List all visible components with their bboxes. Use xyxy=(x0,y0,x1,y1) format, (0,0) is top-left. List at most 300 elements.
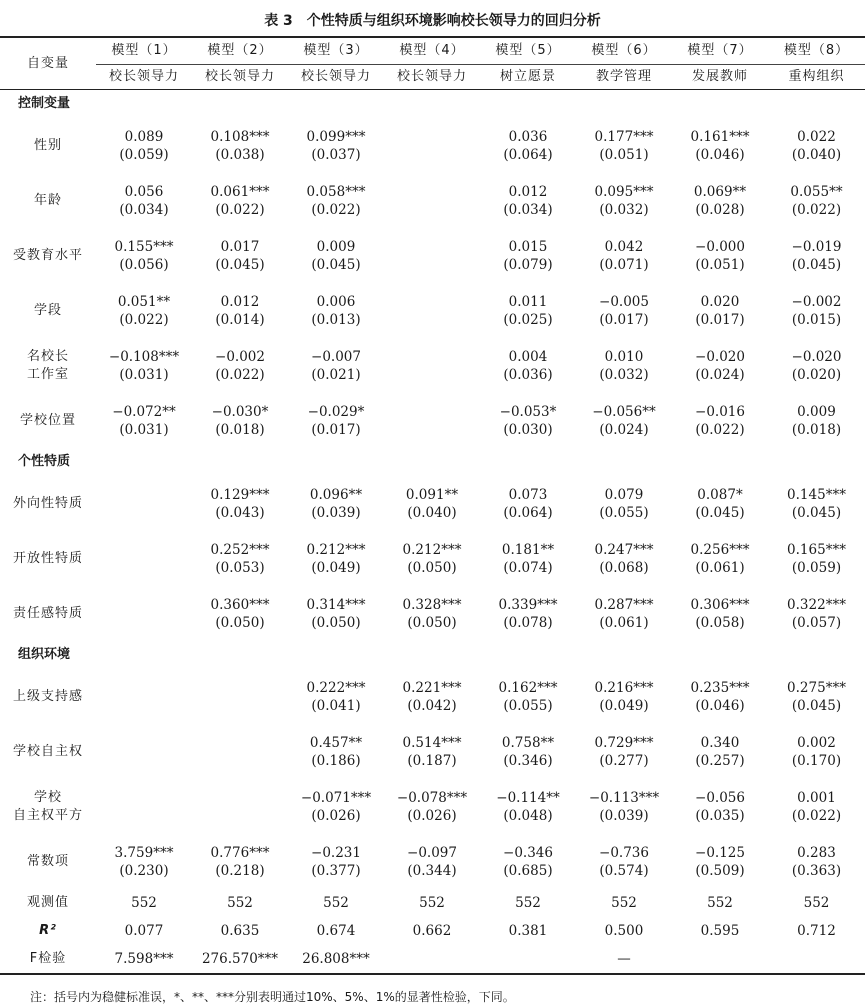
model-header: 模型（2） xyxy=(192,37,288,65)
coefficient-cell xyxy=(384,669,480,724)
coefficient-cell xyxy=(480,118,576,173)
coefficient: 0.247*** xyxy=(594,541,654,558)
standard-error: (0.045) xyxy=(215,256,265,273)
coefficient: 0.002 xyxy=(797,734,836,751)
coefficient-cell xyxy=(480,283,576,338)
coefficient: 0.758** xyxy=(501,734,555,751)
coefficient-cell xyxy=(768,834,865,889)
dependent-variable-header: 教学管理 xyxy=(576,65,672,90)
coefficient: 0.051** xyxy=(117,293,171,310)
coefficient-cell xyxy=(576,531,672,586)
coefficient-cell xyxy=(384,228,480,283)
section-label: 控制变量 xyxy=(18,96,71,111)
coefficient-cell xyxy=(576,338,672,393)
coefficient: −0.002 xyxy=(215,348,265,365)
standard-error: (0.685) xyxy=(503,862,553,879)
standard-error: (0.050) xyxy=(215,614,265,631)
coefficient: −0.029* xyxy=(307,403,365,420)
standard-error: (0.046) xyxy=(695,146,745,163)
coefficient-cell xyxy=(576,118,672,173)
coefficient-cell xyxy=(672,173,768,228)
coefficient: 0.212*** xyxy=(402,541,462,558)
coefficient-cell xyxy=(672,118,768,173)
standard-error: (0.013) xyxy=(311,311,361,328)
table-row xyxy=(0,586,865,641)
standard-error: (0.079) xyxy=(503,256,553,273)
coefficient-cell xyxy=(672,283,768,338)
coefficient: −0.005 xyxy=(599,293,649,310)
coefficient-cell xyxy=(672,393,768,448)
coefficient-cell xyxy=(96,393,192,448)
standard-error: (0.051) xyxy=(599,146,649,163)
coefficient-cell xyxy=(192,724,288,779)
coefficient-cell xyxy=(192,338,288,393)
coefficient: −0.231 xyxy=(311,844,361,861)
coefficient: 0.181** xyxy=(501,541,555,558)
table-title: 表 3 个性特质与组织环境影响校长领导力的回归分析 xyxy=(264,13,601,29)
standard-error: (0.218) xyxy=(215,862,265,879)
coefficient-cell xyxy=(192,779,288,834)
coefficient: 0.222*** xyxy=(306,679,366,696)
coefficient-cell xyxy=(384,724,480,779)
coefficient: 0.235*** xyxy=(690,679,750,696)
coefficient-cell xyxy=(192,173,288,228)
coefficient-cell xyxy=(672,669,768,724)
variable-name: 常数项 xyxy=(26,853,69,869)
coefficient: −0.346 xyxy=(503,844,553,861)
coefficient-cell xyxy=(96,173,192,228)
coefficient: 0.009 xyxy=(316,238,356,255)
standard-error: (0.018) xyxy=(215,421,265,438)
table-row xyxy=(0,834,865,889)
coefficient: 0.145*** xyxy=(787,486,846,503)
coefficient: 0.314*** xyxy=(306,596,366,613)
standard-error: (0.045) xyxy=(791,697,842,714)
standard-error: (0.059) xyxy=(791,559,842,576)
coefficient: 0.729*** xyxy=(594,734,654,751)
coefficient-cell xyxy=(768,724,865,779)
model-header: 模型（3） xyxy=(288,37,384,65)
standard-error: (0.022) xyxy=(215,366,265,383)
coefficient-cell xyxy=(384,173,480,228)
standard-error: (0.032) xyxy=(599,201,649,218)
coefficient-cell xyxy=(576,834,672,889)
coefficient-cell xyxy=(672,228,768,283)
coefficient-cell xyxy=(768,476,865,531)
standard-error: (0.187) xyxy=(407,752,457,769)
header-row-dependents xyxy=(0,65,865,90)
table-row xyxy=(0,173,865,228)
coefficient-cell xyxy=(672,586,768,641)
standard-error: (0.045) xyxy=(695,504,745,521)
coefficient-cell xyxy=(96,779,192,834)
coefficient-cell xyxy=(96,228,192,283)
standard-error: (0.058) xyxy=(695,614,745,631)
coefficient: 0.004 xyxy=(508,348,548,365)
table-row xyxy=(0,393,865,448)
coefficient: 0.089 xyxy=(124,128,164,145)
coefficient: 0.457** xyxy=(309,734,363,751)
variable-name: 开放性特质 xyxy=(12,550,83,566)
stat-value: 552 xyxy=(803,895,830,911)
stat-value: 552 xyxy=(611,895,637,911)
standard-error: (0.022) xyxy=(695,421,745,438)
section-row xyxy=(0,641,865,669)
coefficient-cell xyxy=(480,586,576,641)
variable-name: 受教育水平 xyxy=(12,247,83,263)
standard-error: (0.036) xyxy=(503,366,553,383)
coefficient: −0.114** xyxy=(496,789,560,806)
dependent-variable-header: 校长领导力 xyxy=(192,65,288,90)
variable-name: 责任感特质 xyxy=(12,605,83,621)
coefficient-cell xyxy=(96,531,192,586)
standard-error: (0.017) xyxy=(311,421,361,438)
coefficient-cell xyxy=(576,283,672,338)
coefficient-cell xyxy=(384,476,480,531)
coefficient: −0.020 xyxy=(695,348,745,365)
standard-error: (0.049) xyxy=(599,697,649,714)
coefficient-cell xyxy=(672,779,768,834)
coefficient-cell xyxy=(480,173,576,228)
coefficient-cell xyxy=(480,228,576,283)
independent-variable-header: 自变量 xyxy=(0,37,96,90)
variable-name: 名校长 工作室 xyxy=(26,348,69,382)
model-header: 模型（1） xyxy=(96,37,192,65)
standard-error: (0.022) xyxy=(791,807,842,824)
variable-name: 学段 xyxy=(33,302,62,318)
coefficient-cell xyxy=(192,586,288,641)
standard-error: (0.051) xyxy=(695,256,745,273)
coefficient: 0.087* xyxy=(697,486,743,503)
coefficient: 0.216*** xyxy=(594,679,654,696)
coefficient-cell xyxy=(768,338,865,393)
standard-error: (0.045) xyxy=(791,504,842,521)
standard-error: (0.053) xyxy=(215,559,265,576)
standard-error: (0.039) xyxy=(599,807,649,824)
stat-value: 552 xyxy=(707,895,733,911)
standard-error: (0.078) xyxy=(503,614,553,631)
stat-value: 0.712 xyxy=(797,923,836,939)
coefficient: 0.006 xyxy=(316,293,356,310)
variable-name: 学校位置 xyxy=(19,412,76,428)
stat-value: 552 xyxy=(419,895,445,911)
coefficient: 0.069** xyxy=(693,183,747,200)
coefficient-cell xyxy=(480,779,576,834)
standard-error: (0.034) xyxy=(503,201,553,218)
coefficient: 0.001 xyxy=(797,789,836,806)
coefficient-cell xyxy=(96,283,192,338)
coefficient: 0.340 xyxy=(700,734,740,751)
coefficient: −0.053* xyxy=(499,403,557,420)
coefficient-cell xyxy=(768,586,865,641)
coefficient-cell xyxy=(768,669,865,724)
coefficient: 0.155*** xyxy=(114,238,174,255)
standard-error: (0.057) xyxy=(791,614,842,631)
coefficient: 0.036 xyxy=(508,128,548,145)
coefficient-cell xyxy=(384,338,480,393)
coefficient: 0.096** xyxy=(309,486,363,503)
stat-row xyxy=(0,917,865,945)
coefficient-cell xyxy=(288,834,384,889)
coefficient-cell xyxy=(192,393,288,448)
coefficient-cell xyxy=(384,393,480,448)
coefficient-cell xyxy=(576,724,672,779)
coefficient-cell xyxy=(384,531,480,586)
standard-error: (0.064) xyxy=(503,146,553,163)
coefficient: 0.212*** xyxy=(306,541,366,558)
coefficient: 0.073 xyxy=(508,486,548,503)
table-row xyxy=(0,283,865,338)
coefficient: 0.275*** xyxy=(787,679,846,696)
coefficient: 0.162*** xyxy=(498,679,558,696)
coefficient-cell xyxy=(672,476,768,531)
coefficient: 0.339*** xyxy=(498,596,558,613)
standard-error: (0.257) xyxy=(695,752,745,769)
stat-row xyxy=(0,889,865,917)
model-header: 模型（7） xyxy=(672,37,768,65)
coefficient: 0.022 xyxy=(797,128,836,145)
stat-value: 552 xyxy=(323,895,349,911)
table-row xyxy=(0,779,865,834)
coefficient: −0.020 xyxy=(791,348,842,365)
coefficient: 0.161*** xyxy=(690,128,750,145)
coefficient-cell xyxy=(288,338,384,393)
stat-value: 552 xyxy=(515,895,541,911)
coefficient: 0.056 xyxy=(124,183,164,200)
stat-value: — xyxy=(576,945,672,974)
standard-error: (0.032) xyxy=(599,366,649,383)
dependent-variable-header: 发展教师 xyxy=(672,65,768,90)
coefficient: −0.019 xyxy=(791,238,842,255)
coefficient-cell xyxy=(192,834,288,889)
standard-error: (0.059) xyxy=(119,146,169,163)
section-row xyxy=(0,448,865,476)
coefficient: 0.061*** xyxy=(210,183,270,200)
stat-value: 552 xyxy=(227,895,253,911)
coefficient-cell xyxy=(192,531,288,586)
standard-error: (0.055) xyxy=(599,504,649,521)
standard-error: (0.043) xyxy=(215,504,265,521)
standard-error: (0.031) xyxy=(119,366,169,383)
standard-error: (0.074) xyxy=(503,559,553,576)
coefficient-cell xyxy=(96,724,192,779)
stat-value: 0.595 xyxy=(700,923,740,939)
table-row xyxy=(0,338,865,393)
standard-error: (0.045) xyxy=(311,256,361,273)
coefficient: 0.306*** xyxy=(690,596,750,613)
coefficient: 0.010 xyxy=(604,348,644,365)
coefficient: 0.055** xyxy=(790,183,843,200)
standard-error: (0.574) xyxy=(599,862,649,879)
coefficient-cell xyxy=(96,338,192,393)
dependent-variable-header: 校长领导力 xyxy=(384,65,480,90)
coefficient-cell xyxy=(768,393,865,448)
standard-error: (0.186) xyxy=(311,752,361,769)
standard-error: (0.049) xyxy=(311,559,361,576)
coefficient: 0.015 xyxy=(508,238,548,255)
standard-error: (0.046) xyxy=(695,697,745,714)
coefficient-cell xyxy=(480,669,576,724)
coefficient: −0.736 xyxy=(599,844,649,861)
coefficient-cell xyxy=(576,393,672,448)
section-label: 组织环境 xyxy=(18,647,71,662)
coefficient-cell xyxy=(96,669,192,724)
coefficient-cell xyxy=(384,779,480,834)
model-header: 模型（4） xyxy=(384,37,480,65)
standard-error: (0.015) xyxy=(791,311,842,328)
coefficient-cell xyxy=(672,338,768,393)
standard-error: (0.020) xyxy=(791,366,842,383)
standard-error: (0.050) xyxy=(407,614,457,631)
variable-name: 学校自主权 xyxy=(12,743,83,759)
stat-value: 0.077 xyxy=(124,923,164,939)
coefficient-cell xyxy=(576,173,672,228)
coefficient: 0.776*** xyxy=(210,844,270,861)
stat-name: R² xyxy=(39,923,57,938)
standard-error: (0.509) xyxy=(695,862,745,879)
coefficient-cell xyxy=(672,531,768,586)
variable-name: 外向性特质 xyxy=(12,495,83,511)
standard-error: (0.025) xyxy=(503,311,553,328)
stat-value xyxy=(672,945,768,974)
coefficient: −0.071*** xyxy=(300,789,372,806)
standard-error: (0.024) xyxy=(599,421,649,438)
standard-error: (0.039) xyxy=(311,504,361,521)
coefficient: −0.030* xyxy=(211,403,269,420)
coefficient-cell xyxy=(768,531,865,586)
coefficient-cell xyxy=(672,834,768,889)
coefficient: 0.252*** xyxy=(210,541,270,558)
table-row xyxy=(0,531,865,586)
standard-error: (0.021) xyxy=(311,366,361,383)
coefficient: 0.095*** xyxy=(594,183,654,200)
coefficient: 0.514*** xyxy=(402,734,462,751)
coefficient: 0.091** xyxy=(405,486,459,503)
coefficient: 0.283 xyxy=(797,844,836,861)
coefficient: −0.108*** xyxy=(108,348,180,365)
coefficient: 0.165*** xyxy=(787,541,846,558)
model-header: 模型（6） xyxy=(576,37,672,65)
standard-error: (0.056) xyxy=(119,256,169,273)
standard-error: (0.230) xyxy=(119,862,169,879)
coefficient-cell xyxy=(384,118,480,173)
coefficient-cell xyxy=(96,586,192,641)
coefficient: 0.322*** xyxy=(787,596,846,613)
standard-error: (0.061) xyxy=(695,559,745,576)
coefficient-cell xyxy=(288,118,384,173)
standard-error: (0.040) xyxy=(407,504,457,521)
coefficient: 0.287*** xyxy=(594,596,654,613)
coefficient-cell xyxy=(192,476,288,531)
dependent-variable-header: 校长领导力 xyxy=(288,65,384,90)
coefficient: −0.016 xyxy=(695,403,745,420)
coefficient: 0.042 xyxy=(604,238,644,255)
coefficient-cell xyxy=(768,118,865,173)
coefficient: −0.007 xyxy=(311,348,361,365)
standard-error: (0.346) xyxy=(503,752,553,769)
coefficient: 0.017 xyxy=(220,238,260,255)
stat-value xyxy=(768,945,865,974)
coefficient: 0.058*** xyxy=(306,183,366,200)
table-row xyxy=(0,669,865,724)
standard-error: (0.014) xyxy=(215,311,265,328)
standard-error: (0.035) xyxy=(695,807,745,824)
coefficient-cell xyxy=(768,283,865,338)
coefficient-cell xyxy=(480,476,576,531)
standard-error: (0.017) xyxy=(695,311,745,328)
dependent-variable-header: 树立愿景 xyxy=(480,65,576,90)
coefficient: 0.129*** xyxy=(210,486,270,503)
standard-error: (0.377) xyxy=(311,862,361,879)
stat-value: 0.674 xyxy=(316,923,356,939)
standard-error: (0.030) xyxy=(503,421,553,438)
stat-value: 0.381 xyxy=(508,923,548,939)
coefficient: 0.012 xyxy=(220,293,260,310)
coefficient: 0.256*** xyxy=(690,541,750,558)
table-note: 注：括号内为稳健标准误，*、**、***分别表明通过10%、5%、1%的显著性检验，下同。 xyxy=(30,990,515,1004)
section-row xyxy=(0,90,865,119)
coefficient-cell xyxy=(288,476,384,531)
coefficient: 0.221*** xyxy=(402,679,462,696)
standard-error: (0.050) xyxy=(311,614,361,631)
standard-error: (0.055) xyxy=(503,697,553,714)
model-header: 模型（8） xyxy=(768,37,865,65)
stat-value xyxy=(384,945,480,974)
standard-error: (0.031) xyxy=(119,421,169,438)
standard-error: (0.068) xyxy=(599,559,649,576)
section-label: 个性特质 xyxy=(18,454,71,469)
coefficient-cell xyxy=(768,173,865,228)
coefficient: −0.097 xyxy=(407,844,457,861)
standard-error: (0.018) xyxy=(791,421,842,438)
standard-error: (0.024) xyxy=(695,366,745,383)
coefficient-cell xyxy=(576,586,672,641)
coefficient-cell xyxy=(288,393,384,448)
standard-error: (0.028) xyxy=(695,201,745,218)
standard-error: (0.041) xyxy=(311,697,361,714)
coefficient-cell xyxy=(192,283,288,338)
table-row xyxy=(0,118,865,173)
coefficient-cell xyxy=(480,531,576,586)
coefficient: −0.056 xyxy=(695,789,745,806)
coefficient: 0.328*** xyxy=(402,596,462,613)
stat-name: 观测值 xyxy=(26,895,69,910)
regression-table xyxy=(0,36,865,975)
coefficient-cell xyxy=(480,724,576,779)
coefficient: −0.125 xyxy=(695,844,745,861)
standard-error: (0.017) xyxy=(599,311,649,328)
standard-error: (0.022) xyxy=(791,201,842,218)
stat-value: 0.635 xyxy=(220,923,260,939)
standard-error: (0.022) xyxy=(311,201,361,218)
table-row xyxy=(0,476,865,531)
coefficient-cell xyxy=(768,779,865,834)
stat-value: 7.598*** xyxy=(96,945,192,974)
coefficient-cell xyxy=(288,669,384,724)
coefficient: −0.113*** xyxy=(588,789,660,806)
coefficient: −0.002 xyxy=(791,293,842,310)
coefficient-cell xyxy=(384,283,480,338)
coefficient-cell xyxy=(192,228,288,283)
coefficient-cell xyxy=(480,393,576,448)
coefficient: −0.000 xyxy=(695,238,745,255)
coefficient: −0.078*** xyxy=(396,789,468,806)
stat-value: 0.500 xyxy=(604,923,644,939)
coefficient-cell xyxy=(288,586,384,641)
standard-error: (0.050) xyxy=(407,559,457,576)
coefficient-cell xyxy=(288,283,384,338)
variable-name: 上级支持感 xyxy=(12,688,83,704)
